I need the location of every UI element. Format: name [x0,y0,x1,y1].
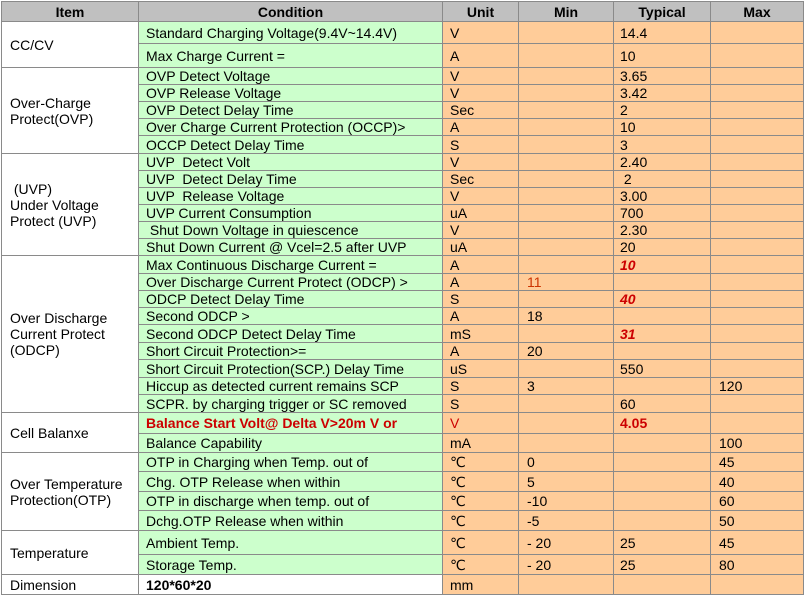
cell-unit: V [443,22,519,44]
table-row [2,68,804,85]
cell-unit: V [443,154,519,171]
cell-condition: Second ODCP > [139,308,443,325]
cell-typical: 2 [614,102,711,119]
cell-typical: 25 [614,555,711,575]
cell-unit: V [443,68,519,85]
cell-unit: mA [443,434,519,453]
cell-typical: 60 [614,395,711,413]
cell-unit: ℃ [443,453,519,472]
cell-min [519,68,614,85]
cell-unit: S [443,291,519,308]
spec-table [1,1,804,595]
cell-condition: Balance Capability [139,434,443,453]
cell-max [711,274,804,291]
cell-condition: Second ODCP Detect Delay Time [139,325,443,343]
cell-min [519,136,614,154]
cell-max: 60 [711,492,804,511]
cell-max [711,85,804,102]
cell-typical: 25 [614,531,711,555]
cell-typical: 3.42 [614,85,711,102]
cell-typical [614,378,711,395]
cell-unit: A [443,274,519,291]
cell-unit: V [443,188,519,205]
cell-condition: Max Continuous Discharge Current = [139,256,443,274]
cell-condition: UVP Release Voltage [139,188,443,205]
cell-min [519,222,614,239]
cell-condition: Chg. OTP Release when within [139,472,443,492]
cell-max: 45 [711,453,804,472]
cell-min [519,325,614,343]
cell-typical [614,308,711,325]
cell-unit: mS [443,325,519,343]
cell-unit: A [443,44,519,68]
table-row [2,575,804,595]
cell-min [519,256,614,274]
cell-unit: Sec [443,171,519,188]
cell-unit: ℃ [443,472,519,492]
cell-max [711,22,804,44]
item-label: Over Temperature Protection(OTP) [2,453,139,531]
cell-max [711,325,804,343]
header-condition: Condition [139,2,443,22]
header-max: Max [711,2,804,22]
cell-max: 40 [711,472,804,492]
cell-min [519,239,614,256]
cell-max: 50 [711,511,804,531]
cell-unit: ℃ [443,531,519,555]
header-row [2,2,804,22]
cell-condition: Short Circuit Protection>= [139,343,443,360]
cell-min: 20 [519,343,614,360]
cell-unit: uS [443,360,519,378]
cell-min [519,171,614,188]
cell-typical [614,511,711,531]
cell-typical: 2 [614,171,711,188]
cell-unit: V [443,85,519,102]
cell-unit: mm [443,575,519,595]
cell-max [711,291,804,308]
cell-unit: V [443,222,519,239]
cell-condition: ODCP Detect Delay Time [139,291,443,308]
cell-typical: 10 [614,256,711,274]
cell-typical [614,274,711,291]
cell-max [711,395,804,413]
cell-typical [614,434,711,453]
cell-unit: A [443,119,519,136]
cell-min [519,413,614,434]
cell-min: 0 [519,453,614,472]
cell-unit: S [443,136,519,154]
table-row [2,453,804,472]
cell-typical: 10 [614,44,711,68]
cell-min [519,22,614,44]
cell-condition: OCCP Detect Delay Time [139,136,443,154]
cell-max: 45 [711,531,804,555]
cell-max: 100 [711,434,804,453]
cell-condition: Short Circuit Protection(SCP.) Delay Time [139,360,443,378]
cell-max [711,188,804,205]
cell-max [711,413,804,434]
cell-max [711,575,804,595]
cell-condition: Shut Down Current @ Vcel=2.5 after UVP [139,239,443,256]
cell-typical: 40 [614,291,711,308]
header-min: Min [519,2,614,22]
cell-unit: S [443,378,519,395]
cell-min [519,575,614,595]
cell-unit: Sec [443,102,519,119]
cell-typical [614,343,711,360]
cell-typical [614,453,711,472]
cell-typical [614,492,711,511]
cell-min [519,434,614,453]
table-row [2,22,804,44]
cell-condition: OVP Detect Delay Time [139,102,443,119]
cell-condition: UVP Detect Volt [139,154,443,171]
cell-condition: UVP Current Consumption [139,205,443,222]
cell-min: - 20 [519,555,614,575]
cell-condition: OTP in Charging when Temp. out of [139,453,443,472]
cell-max [711,68,804,85]
cell-typical: 14.4 [614,22,711,44]
cell-max [711,222,804,239]
cell-max [711,171,804,188]
cell-condition: OVP Release Voltage [139,85,443,102]
cell-typical: 31 [614,325,711,343]
cell-min: 18 [519,308,614,325]
cell-min [519,44,614,68]
cell-unit: ℃ [443,511,519,531]
cell-condition: Ambient Temp. [139,531,443,555]
cell-condition: Standard Charging Voltage(9.4V~14.4V) [139,22,443,44]
cell-condition: Storage Temp. [139,555,443,575]
table-body [2,22,804,595]
cell-max [711,256,804,274]
cell-unit: V [443,413,519,434]
cell-max [711,308,804,325]
cell-max [711,119,804,136]
cell-min [519,360,614,378]
cell-min [519,102,614,119]
cell-typical: 20 [614,239,711,256]
cell-condition: Dchg.OTP Release when within [139,511,443,531]
cell-unit: uA [443,239,519,256]
cell-typical [614,575,711,595]
cell-unit: A [443,256,519,274]
item-label: Dimension [2,575,139,595]
cell-condition: Hiccup as detected current remains SCP [139,378,443,395]
cell-condition: SCPR. by charging trigger or SC removed [139,395,443,413]
cell-min [519,395,614,413]
cell-unit: ℃ [443,492,519,511]
cell-min [519,154,614,171]
cell-condition: OTP in discharge when temp. out of [139,492,443,511]
cell-min [519,188,614,205]
cell-max [711,154,804,171]
cell-min: 5 [519,472,614,492]
cell-condition: Shut Down Voltage in quiescence [139,222,443,239]
cell-typical [614,472,711,492]
cell-max [711,239,804,256]
item-label: CC/CV [2,22,139,68]
cell-unit: A [443,343,519,360]
cell-typical: 3.00 [614,188,711,205]
item-label: Temperature [2,531,139,575]
cell-min: -10 [519,492,614,511]
cell-max: 120 [711,378,804,395]
table-row [2,413,804,434]
cell-min [519,205,614,222]
item-label: Over-Charge Protect(OVP) [2,68,139,154]
cell-unit: uA [443,205,519,222]
table-row [2,531,804,555]
cell-unit: ℃ [443,555,519,575]
cell-typical: 4.05 [614,413,711,434]
cell-typical: 10 [614,119,711,136]
cell-unit: A [443,308,519,325]
cell-min: - 20 [519,531,614,555]
header-typical: Typical [614,2,711,22]
cell-min [519,119,614,136]
header-unit: Unit [443,2,519,22]
cell-condition: Over Discharge Current Protect (ODCP) > [139,274,443,291]
cell-condition: 120*60*20 [139,575,443,595]
table-row [2,154,804,171]
cell-typical: 2.40 [614,154,711,171]
item-label: Cell Balanxe [2,413,139,453]
cell-condition: UVP Detect Delay Time [139,171,443,188]
cell-max [711,102,804,119]
cell-condition: Over Charge Current Protection (OCCP)> [139,119,443,136]
cell-max: 80 [711,555,804,575]
cell-min: 3 [519,378,614,395]
cell-typical: 550 [614,360,711,378]
cell-unit: S [443,395,519,413]
cell-typical: 700 [614,205,711,222]
item-label: (UVP) Under Voltage Protect (UVP) [2,154,139,256]
cell-max [711,343,804,360]
cell-max [711,360,804,378]
cell-typical: 3.65 [614,68,711,85]
cell-min [519,291,614,308]
cell-min [519,85,614,102]
item-label: Over Discharge Current Protect (ODCP) [2,256,139,413]
cell-condition: Balance Start Volt@ Delta V>20m V or [139,413,443,434]
cell-condition: OVP Detect Voltage [139,68,443,85]
cell-typical: 3 [614,136,711,154]
cell-max [711,136,804,154]
table-row [2,256,804,274]
cell-min: -5 [519,511,614,531]
cell-condition: Max Charge Current = [139,44,443,68]
cell-typical: 2.30 [614,222,711,239]
cell-min: 11 [519,274,614,291]
header-item: Item [2,2,139,22]
cell-max [711,44,804,68]
cell-max [711,205,804,222]
